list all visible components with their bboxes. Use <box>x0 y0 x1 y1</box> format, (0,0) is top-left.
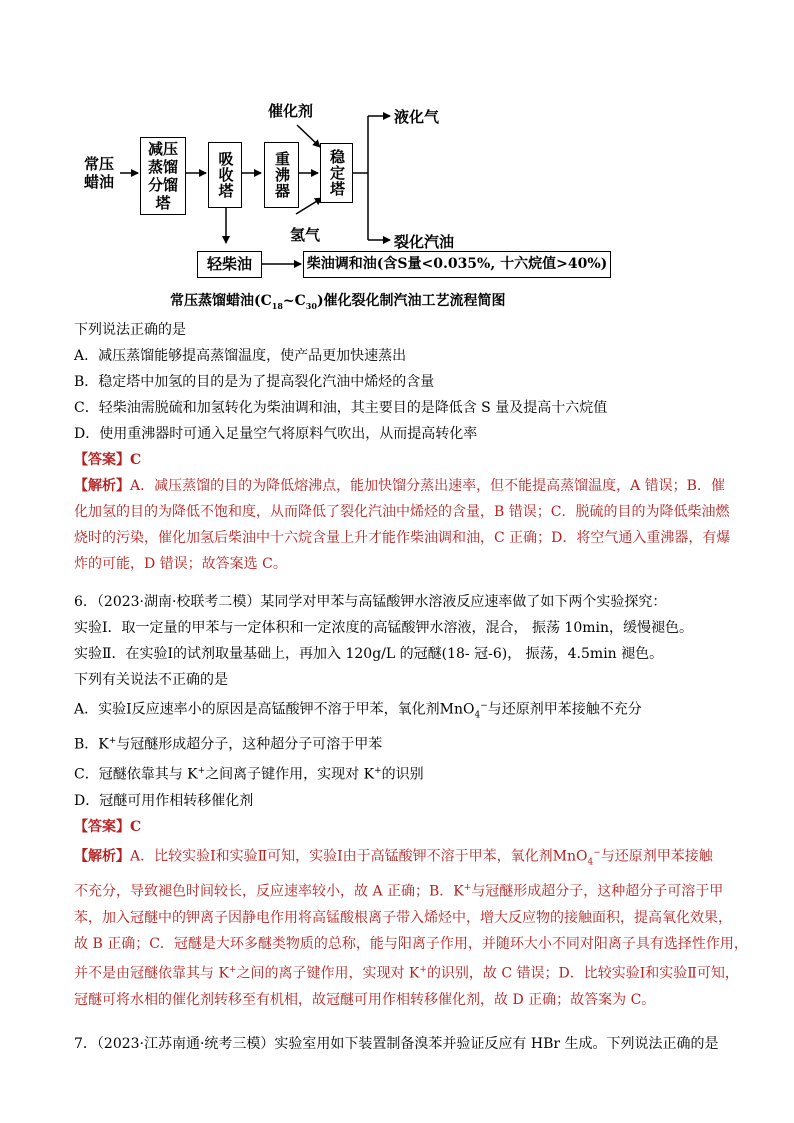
q7-stem: 7．（2023·江苏南通·统考三模）实验室用如下装置制备溴苯并验证反应有 HBr 生成。下列说法正确的是 <box>74 1036 719 1052</box>
q5-explanation-2: 化加氢的目的为降低不饱和度，从而降低了裂化汽油中烯烃的含量，B 错误；C．脱硫的目的为降低柴油燃 <box>74 504 730 520</box>
question-6-block <box>74 589 748 1013</box>
q5-option-d: D．使用重沸器时可通入足量空气将原料气吹出，从而提高转化率 <box>74 426 478 442</box>
lpg-label: 液化气 <box>394 108 440 126</box>
q6-experiment-1: 实验Ⅰ．取一定量的甲苯与一定体积和一定浓度的高锰酸钾水溶液，混合， 振荡 10min，缓慢褪色。 <box>74 620 694 636</box>
hydrogen-label: 氢气 <box>290 226 321 244</box>
q6-option-a: A．实验Ⅰ反应速率小的原因是高锰酸钾不溶于甲苯，氧化剂MnO$_4$−与还原剂甲苯接触不充分 <box>74 701 642 721</box>
q6-explanation-3: 苯，加入冠醚中的钾离子因静电作用将高锰酸根离子带入烯烃中，增大反应物的接触面积，提高氧化效果， <box>74 909 732 926</box>
q6-explanation-6: 冠醚可将水相的催化剂转移至有机相，故冠醚可用作相转移催化剂，故 D 正确；故答案为 C。 <box>74 991 656 1008</box>
q5-exp-head: 【解析】 <box>74 478 130 494</box>
q6-stem: 6．（2023·湖南·校联考二模）某同学对甲苯与高锰酸钾水溶液反应速率做了如下两个实验探究： <box>74 594 667 610</box>
reboiler-label: 重沸器 <box>273 151 291 199</box>
arrow-hydrogen <box>296 198 322 214</box>
figure-caption: 常压蒸馏蜡油$(C_{18}\sim C_{30})$催化裂化制汽油工艺流程简图 <box>170 293 506 311</box>
q5-option-a: A．减压蒸馏能够提高蒸馏温度，使产品更加快速蒸出 <box>74 348 407 364</box>
q5-option-c: C．轻柴油需脱硫和加氢转化为柴油调和油，其主要目的是降低含 S 量及提高十六烷值 <box>74 400 608 416</box>
diesel-blend-label: 柴油调和油(含S量<0.035%, 十六烷值>40%) <box>306 256 608 272</box>
light-diesel-label: 轻柴油 <box>206 255 252 273</box>
light-diesel-box <box>197 251 262 278</box>
gasoline-label: 裂化汽油 <box>394 233 455 251</box>
absorber-tower <box>208 142 242 208</box>
question-5-block <box>74 317 731 577</box>
process-flow-diagram <box>0 0 794 310</box>
q5-option-b: B．稳定塔中加氢的目的是为了提高裂化汽油中烯烃的含量 <box>74 374 435 390</box>
q6-explanation-1: 【解析】A．比较实验Ⅰ和实验Ⅱ可知，实验Ⅰ由于高锰酸钾不溶于甲苯，氧化剂MnO$_4$−与还原剂甲苯接触 <box>74 847 713 868</box>
q5-explanation-1: 【解析】A．减压蒸馏的目的为降低熔沸点，能加快馏分蒸出速率，但不能提高蒸馏温度，A 错误；B．催 <box>74 478 725 494</box>
vacuum-distillation-tower <box>140 137 186 215</box>
arrow-catalyst <box>297 125 320 147</box>
reboiler <box>264 142 299 208</box>
q6-experiment-2: 实验Ⅱ．在实验Ⅰ的试剂取量基础上，再加入 120g/L 的冠醚(18- 冠-6)， 振荡，4.5min 褪色。 <box>74 646 664 662</box>
stabilizer-tower <box>320 143 353 203</box>
catalyst-label: 催化剂 <box>268 102 314 120</box>
q5-prompt: 下列说法正确的是 <box>74 322 186 338</box>
q6-option-d: D．冠醚可用作相转移催化剂 <box>74 792 254 809</box>
q6-option-b: B．K+与冠醚形成超分子，这种超分子可溶于甲苯 <box>74 736 383 754</box>
stabilizer-label: 稳定塔 <box>328 149 346 197</box>
q6-prompt: 下列有关说法不正确的是 <box>74 672 228 688</box>
q5-explanation-4: 炸的可能，D 错误；故答案选 C。 <box>74 556 287 572</box>
q6-exp-head: 【解析】 <box>74 848 130 865</box>
q6-option-c: C．冠醚依靠其与 K+之间离子键作用，实现对 K+的识别 <box>74 766 424 783</box>
absorber-label: 吸收塔 <box>216 151 235 199</box>
diesel-blend-box <box>303 251 611 278</box>
q6-explanation-5: 并不是由冠醚依靠其与 K+之间的离子键作用，实现对 K+的识别，故 C 错误；D．比较实验Ⅰ和实验Ⅱ可知， <box>74 964 739 982</box>
q6-explanation-2: 不充分，导致褪色时间较长，反应速率较小，故 A 正确；B．K+与冠醚形成超分子，这种超分子可溶于甲 <box>74 883 724 900</box>
q5-answer: 【答案】C <box>74 452 142 468</box>
q5-explanation-3: 烧时的污染，催化加氢后柴油中十六烷含量上升才能作柴油调和油，C 正确；D．将空气通入重沸器，有爆 <box>74 530 731 546</box>
q6-answer: 【答案】C <box>74 818 142 835</box>
q6-explanation-4: 故 B 正确；C．冠醚是大环多醚类物质的总称，能与阳离子作用，并随环大小不同对阳离子具有选择性作用， <box>74 935 748 952</box>
feed-label: 常压蜡油 <box>84 155 115 191</box>
vacuum-distillation-label: 减压蒸馏分馏塔 <box>147 140 178 212</box>
question-7-block <box>74 1031 722 1057</box>
